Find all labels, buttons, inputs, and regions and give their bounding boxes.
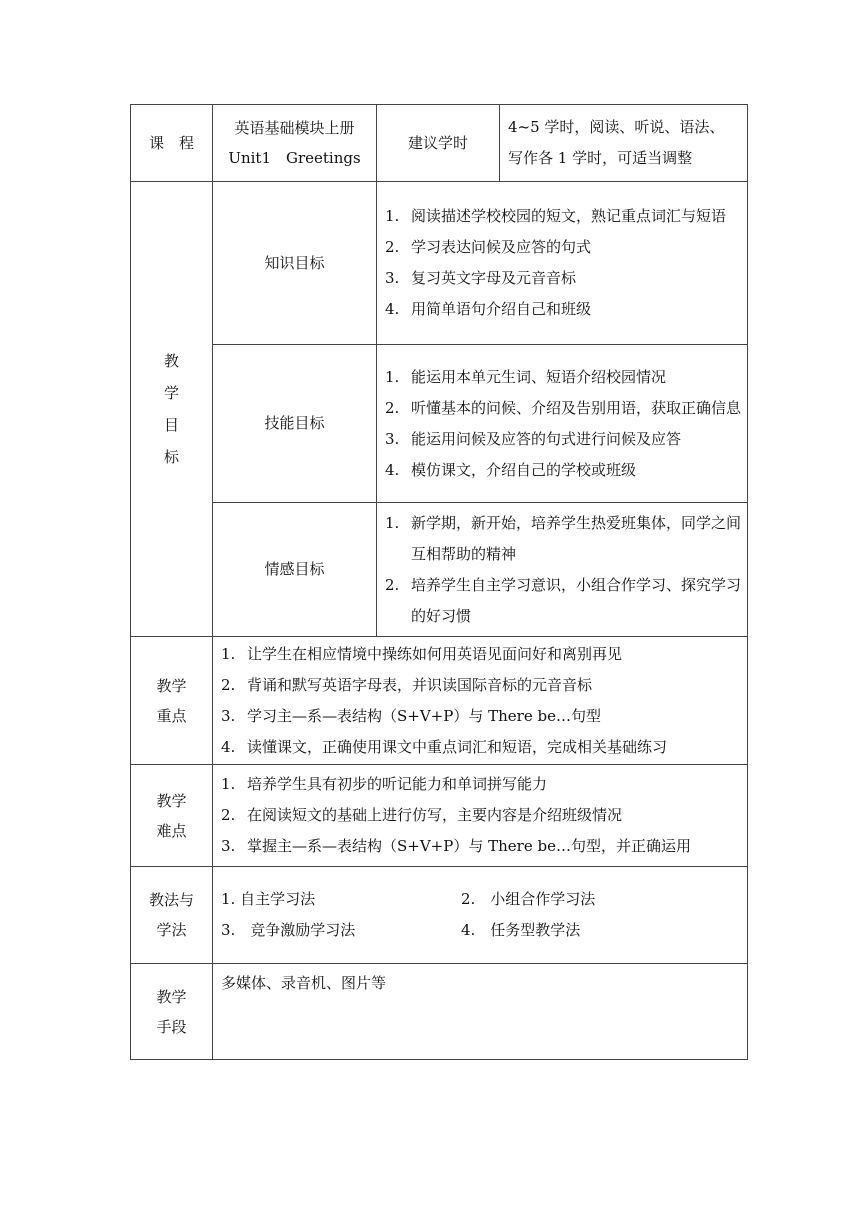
skill-objective-row <box>131 345 748 503</box>
lesson-plan-table <box>130 104 748 1060</box>
method-item: 3. 竞争激励学习法 <box>221 921 356 939</box>
list-item: 1. 新学期，新开始，培养学生热爱班集体，同学之间互相帮助的精神 <box>385 513 742 563</box>
list-item: 1. 能运用本单元生词、短语介绍校园情况 <box>385 367 667 386</box>
method-item: 1. 自主学习法 <box>221 890 316 908</box>
method-item: 2. 小组合作学习法 <box>461 890 596 908</box>
objectives-label-char: 目 <box>163 416 179 434</box>
emotion-objective-list <box>377 503 748 637</box>
methods-row <box>131 867 748 964</box>
course-name <box>213 105 377 182</box>
difficulties-row <box>131 765 748 867</box>
list-item: 2. 背诵和默写英语字母表，并识读国际音标的元音音标 <box>221 675 593 694</box>
hours-line2: 写作各 1 学时，可适当调整 <box>508 149 693 167</box>
list-item: 1. 让学生在相应情境中操练如何用英语见面问好和离别再见 <box>221 644 623 663</box>
course-label: 课 程 <box>131 105 213 182</box>
skill-objective-label: 技能目标 <box>213 345 377 503</box>
list-item: 4. 用简单语句介绍自己和班级 <box>385 300 592 318</box>
key-points-row <box>131 637 748 765</box>
skill-objective-list <box>377 345 748 503</box>
course-name-line1: 英语基础模块上册 <box>234 119 355 137</box>
list-item: 2. 在阅读短文的基础上进行仿写，主要内容是介绍班级情况 <box>221 806 623 824</box>
knowledge-objective-row <box>131 182 748 345</box>
difficulties-list <box>213 765 748 867</box>
objectives-label <box>131 182 213 637</box>
list-item: 2. 听懂基本的问候、介绍及告别用语，获取正确信息 <box>385 398 742 417</box>
means-value: 多媒体、录音机、图片等 <box>213 964 748 1060</box>
hours-label: 建议学时 <box>377 105 500 182</box>
list-item: 1. 培养学生具有初步的听记能力和单词拼写能力 <box>221 775 548 793</box>
list-item: 2. 学习表达问候及应答的句式 <box>385 238 592 256</box>
methods-list <box>213 867 748 964</box>
course-name-line2: Unit1 Greetings <box>228 149 361 167</box>
list-item: 3. 学习主—系—表结构（S+V+P）与 There be…句型 <box>221 706 601 725</box>
hours-line1: 4~5 学时，阅读、听说、语法、 <box>508 118 725 136</box>
difficulties-label: 教学 难点 <box>131 765 213 867</box>
list-item: 4. 读懂课文，正确使用课文中重点词汇和短语，完成相关基础练习 <box>221 737 668 756</box>
key-points-label: 教学 重点 <box>131 637 213 765</box>
hours-value <box>500 105 748 182</box>
list-item: 1. 阅读描述学校校园的短文，熟记重点词汇与短语 <box>385 207 727 225</box>
means-row <box>131 964 748 1060</box>
methods-label: 教法与 学法 <box>131 867 213 964</box>
objectives-label-char: 教 <box>163 352 179 370</box>
objectives-label-char: 标 <box>163 448 179 466</box>
objectives-label-char: 学 <box>163 384 179 402</box>
list-item: 3. 能运用问候及应答的句式进行问候及应答 <box>385 429 682 448</box>
emotion-objective-row <box>131 503 748 637</box>
list-item: 4. 模仿课文，介绍自己的学校或班级 <box>385 460 637 479</box>
list-item: 3. 复习英文字母及元音音标 <box>385 269 577 287</box>
method-item: 4. 任务型教学法 <box>461 921 581 939</box>
emotion-objective-label: 情感目标 <box>213 503 377 637</box>
list-item: 2. 培养学生自主学习意识，小组合作学习、探究学习的好习惯 <box>385 575 742 625</box>
knowledge-objective-label: 知识目标 <box>213 182 377 345</box>
means-label: 教学 手段 <box>131 964 213 1060</box>
header-row <box>131 105 748 182</box>
list-item: 3. 掌握主—系—表结构（S+V+P）与 There be…句型，并正确运用 <box>221 837 691 855</box>
knowledge-objective-list <box>377 182 748 345</box>
key-points-list <box>213 637 748 765</box>
